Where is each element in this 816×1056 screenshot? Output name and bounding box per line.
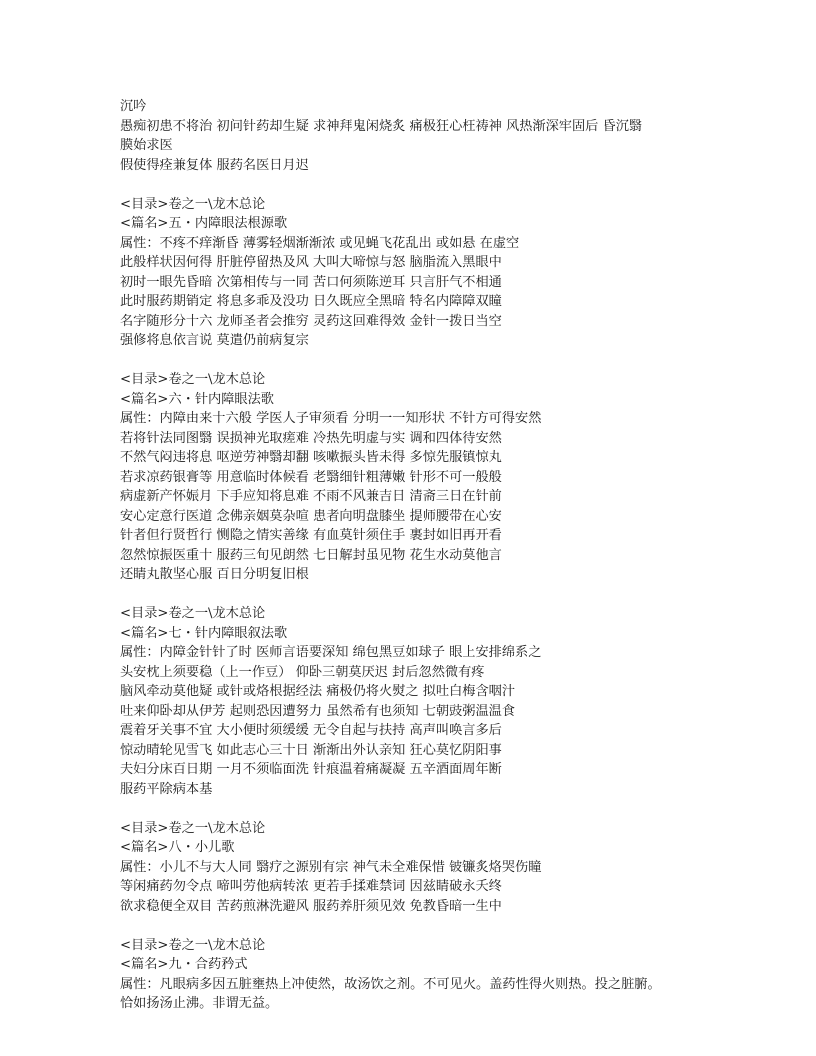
text-line: 头安枕上须要稳（上一作豆） 仰卧三朝莫厌迟 封后忽然微有疼 (120, 664, 485, 680)
text-line: 还睛丸散坚心服 百日分明复旧根 (120, 567, 309, 582)
catalog-line: <目录>卷之一\龙木总论 (120, 606, 266, 621)
text-line: 等闲痛药勿令点 啼叫劳他病转浓 更若手揉难禁词 因兹睛破永夭终 (120, 879, 502, 894)
blank-line (120, 916, 710, 936)
text-line: 忽然惊振医重十 服药三旬见朗然 七日解封虽见物 花生水动莫他言 (120, 547, 502, 563)
text-line: 震着牙关事不宜 大小便时须缓缓 无令自起与扶持 高声叫唤言多后 (120, 723, 502, 738)
text-line: 属性：小儿不与大人同 翳疗之源别有宗 神气未全难保惜 铍镰炙烙哭伤瞳 (120, 859, 542, 875)
text-line: 属性：内障由来十六般 学医人子审须看 分明一一知形状 不针方可得安然 (120, 411, 542, 426)
catalog-line: <目录>卷之一\龙木总论 (120, 372, 266, 387)
text-line: 属性：凡眼病多因五脏壅热上冲使然，故汤饮之剂。不可见火。盖药性得火则热。投之脏腑。 (120, 976, 661, 992)
catalog-line: <目录>卷之一\龙木总论 (120, 196, 266, 212)
text-line: 强修将息依言说 莫遣仍前病复宗 (120, 333, 309, 348)
text-line: 针者但行贤哲行 恻隐之情实善缘 有血莫针须住手 裹封如旧再开看 (120, 528, 502, 543)
chapter-title: <篇名>九・合药矜式 (120, 957, 248, 972)
blank-line (120, 585, 710, 605)
text-line: 脑风牵动莫他疑 或针或烙根据经法 痛极仍将火熨之 拟吐白梅含咽汁 (120, 684, 516, 699)
text-line: 安心定意行医道 念佛亲姻莫杂喧 患者向明盘膝坐 提师腰带在心安 (120, 508, 502, 524)
text-line: 若将针法同图翳 误损神光取瘥难 冷热先明虚与实 调和四体待安然 (120, 430, 502, 446)
catalog-line: <目录>卷之一\龙木总论 (120, 820, 266, 836)
text-line: 沉吟 (120, 99, 147, 114)
section-9 (120, 936, 710, 1014)
text-line: 名字随形分十六 龙师圣者会推穷 灵药这回难得效 金针一拨日当空 (120, 313, 502, 329)
chapter-title: <篇名>八・小儿歌 (120, 840, 235, 855)
section-7 (120, 604, 710, 799)
text-line: 此时服药期销定 将息多乖及没功 日久既应全黑暗 特名内障障双瞳 (120, 294, 502, 309)
text-line: 吐来仰卧却从伊芳 起则恐因遭努力 虽然希有也须知 七朝豉粥温温食 (120, 703, 516, 719)
section-8 (120, 819, 710, 917)
chapter-title: <篇名>五・内障眼法根源歌 (120, 216, 288, 231)
text-line: 病虚新产怀娠月 下手应知将息难 不雨不风兼吉日 清斋三日在针前 (120, 489, 502, 504)
text-line: 不然气闷违将息 呕逆劳神翳却翻 咳嗽振头皆未得 多惊先服镇惊丸 (120, 450, 502, 465)
text-line: 服药平除病本基 (120, 781, 213, 797)
text-line: 此般样状因何得 肝脏停留热及风 大叫大啼惊与怒 脑脂流入黑眼中 (120, 255, 502, 270)
text-line: 夫妇分床百日期 一月不须临面洗 针痕温着痛凝凝 五辛酒面周年断 (120, 762, 502, 777)
text-line: 膜始求医 (120, 138, 173, 153)
text-line: 欲求稳便全双目 苦药煎淋洗避风 服药养肝须见效 免教昏暗一生中 (120, 898, 502, 914)
catalog-line: <目录>卷之一\龙木总论 (120, 937, 266, 953)
text-line: 属性：不疼不痒渐昏 薄雾轻烟渐渐浓 或见蝇飞花乱出 或如悬 在虚空 (120, 235, 520, 251)
text-line: 愚痴初患不将治 初问针药却生疑 求神拜鬼闲烧炙 痛极狂心枉祷神 风热渐深牢固后 昏沉翳 (120, 118, 643, 134)
blank-line (120, 799, 710, 819)
blank-line (120, 175, 710, 195)
chapter-title: <篇名>七・针内障眼叙法歌 (120, 625, 288, 641)
text-line: 惊动晴轮见雪飞 如此志心三十日 渐渐出外认亲知 狂心莫忆阴阳事 (120, 742, 502, 758)
text-line: 初时一眼先昏暗 次第相传与一同 苦口何须陈逆耳 只言肝气不相通 (120, 274, 502, 290)
text-line: 若求凉药银膏等 用意临时体候看 老翳细针粗薄嫩 针形不可一般般 (120, 469, 502, 485)
blank-line (120, 351, 710, 371)
text-line: 属性：内障金针针了时 医师言语要深知 绵包黑豆如球子 眼上安排绵系之 (120, 645, 542, 660)
text-line: 假使得痊兼复体 服药名医日月迟 (120, 157, 309, 173)
document-page (120, 97, 710, 1014)
intro-block (120, 97, 710, 175)
chapter-title: <篇名>六・针内障眼法歌 (120, 391, 274, 407)
section-6 (120, 370, 710, 585)
text-line: 恰如扬汤止沸。非谓无益。 (120, 996, 279, 1011)
section-5 (120, 195, 710, 351)
